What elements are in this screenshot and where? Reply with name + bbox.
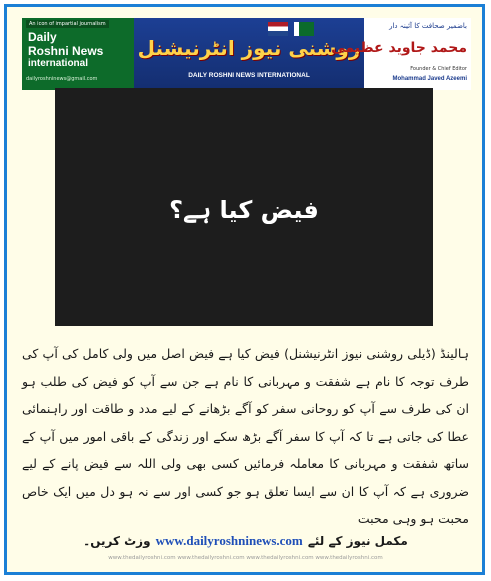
masthead-name-line2: Roshni News	[28, 44, 104, 58]
masthead-logo-block	[22, 18, 134, 90]
footer-suffix: وزٹ کریں۔	[83, 534, 151, 548]
headline-title: فیض کیا ہے؟	[169, 196, 319, 224]
watermark-strip: www.thedailyroshni.com www.thedailyroshni.com www.thedailyroshni.com www.thedailyroshni.com	[108, 555, 383, 561]
article-body	[22, 340, 469, 533]
masthead-title-block	[134, 18, 364, 90]
headline-banner	[55, 88, 433, 326]
masthead-email: dailyroshninews@gmail.com	[26, 76, 98, 82]
masthead-tagline: An icon of impartial journalism	[26, 20, 109, 28]
footer-link-line	[22, 530, 469, 548]
footer-prefix: مکمل نیوز کے لئے	[307, 534, 408, 548]
masthead-name-line3: international	[28, 58, 89, 69]
website-link[interactable]: www.dailyroshninews.com	[155, 533, 303, 548]
masthead-editor-block	[331, 18, 471, 90]
editor-name-urdu: محمد جاوید عظیمی	[331, 40, 467, 56]
editor-role: Founder & Chief Editor	[410, 66, 467, 72]
masthead-subtitle: DAILY ROSHNI NEWS INTERNATIONAL	[188, 72, 310, 79]
pakistan-flag-icon	[294, 22, 314, 36]
masthead	[22, 18, 471, 90]
masthead-name-line1: Daily	[28, 30, 57, 44]
masthead-slogan: باضمیر صحافت کا آئینہ دار	[389, 22, 467, 30]
editor-name-english: Mohammad Javed Azeemi	[392, 76, 467, 82]
netherlands-flag-icon	[268, 22, 288, 36]
article-paragraph: ہالینڈ (ڈیلی روشنی نیوز انٹرنیشنل) فیض کیا ہے فیض اصل میں ولی کامل کی آپ کی طرف توجہ کا نام ہے شفقت و مہربانی کا نام ہے جن سے آپ کو فیض کی طلب ہو ان کی طرف سے آپ کو روحانی سفر کو آگے بڑھانے کے لیے مدد و طاقت اور راہنمائی عطا کی جاتی ہے تا کہ آپ کا سفر آگے بڑھ سکے اور زندگی کے باقی امور میں آپ کے ساتھ شفقت و مہربانی کا معاملہ فرمائیں کسی بھی ولی اللہ سے فیض پانے کے لیے ضروری ہے کہ آپ کا ان سے ایسا تعلق ہو جو کسی اور سے نہ ہو دل میں ایک خاص محبت ہو وہی محبت	[22, 346, 469, 526]
masthead-urdu-title: روشنی نیوز انٹرنیشنل	[137, 36, 361, 60]
